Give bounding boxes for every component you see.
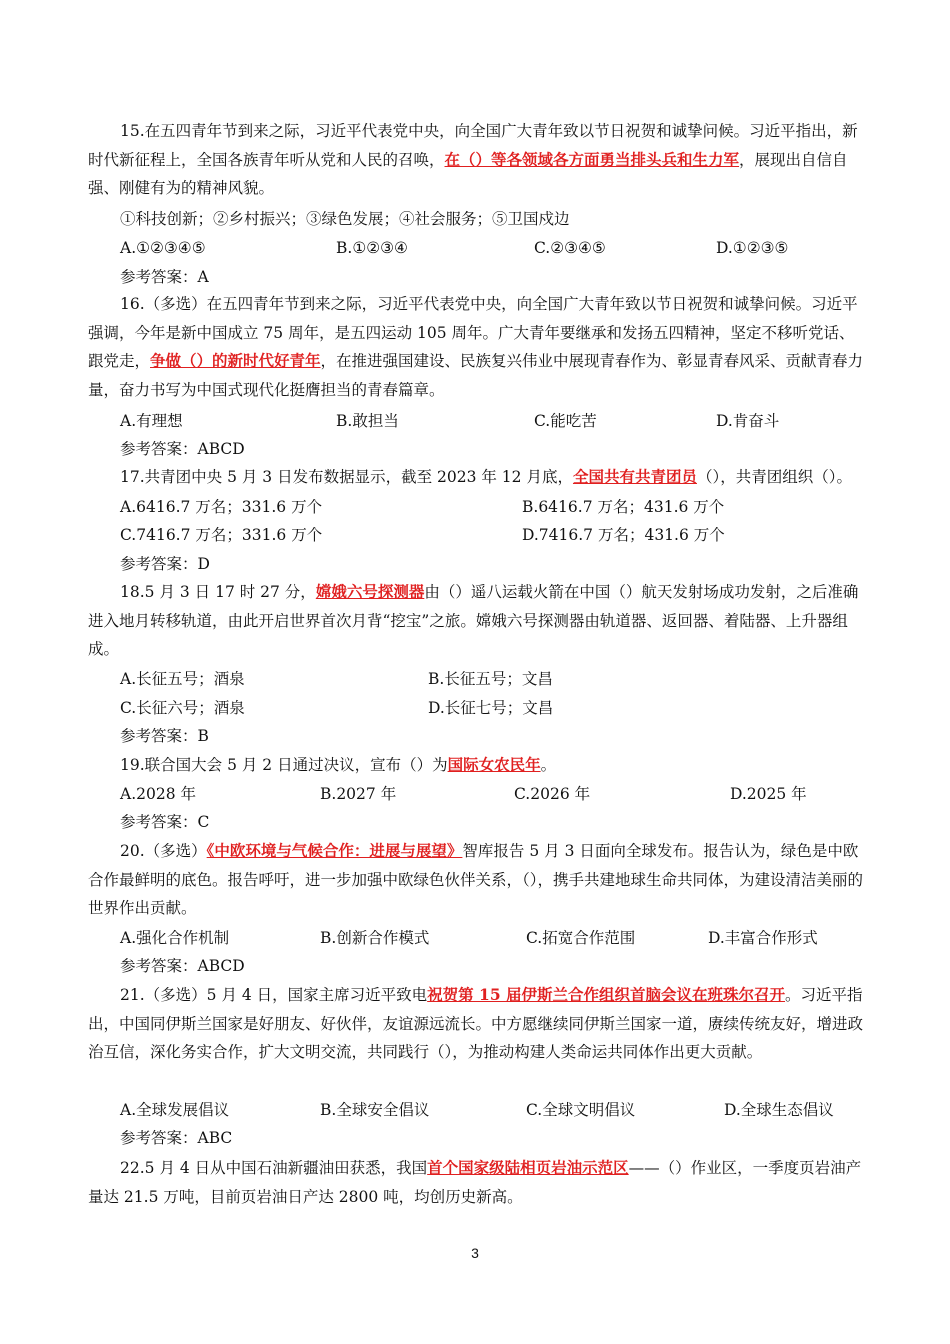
q19-option-a: A.2028 年: [120, 785, 196, 803]
q20-option-d: D.丰富合作形式: [708, 929, 818, 947]
q17-text-end: （），共青团组织（）。: [696, 468, 852, 486]
q18-option-b: B.长征五号；文昌: [428, 670, 553, 688]
q21-answer: 参考答案：ABC: [120, 1129, 233, 1147]
q17-option-c: C.7416.7 万名；331.6 万个: [120, 526, 323, 544]
q15-option-d: D.①②③⑤: [716, 239, 789, 257]
q16-option-b: B.敢担当: [336, 412, 399, 430]
q17-highlight: 全国共有共青团员: [572, 467, 697, 486]
q18-text-end: 由（）遥八运载火箭在中国（）航天发射场成功发射，之后准确进入地月转移轨道，由此开启世界首次月背“挖宝”之旅。嫦娥六号探测器由轨道器、返回器、着陆器、上升器组成。: [88, 583, 859, 659]
q20-answer: 参考答案：ABCD: [120, 957, 245, 975]
q17-option-a: A.6416.7 万名；331.6 万个: [120, 498, 323, 516]
q15-text-end: ，展现出自信自强、刚健有为的精神风貌。: [88, 150, 848, 198]
q19-option-c: C.2026 年: [514, 785, 591, 803]
q15-option-b: B.①②③④: [336, 239, 408, 257]
question-16-stem: [88, 290, 868, 404]
question-19-stem: [88, 751, 868, 780]
question-15-stem: [88, 117, 868, 203]
q16-option-a: A.有理想: [120, 412, 183, 430]
q15-option-c: C.②③④⑤: [534, 239, 606, 257]
q21-option-a: A.全球发展倡议: [120, 1101, 230, 1119]
q19-highlight: 国际女农民年: [447, 755, 541, 774]
q15-answer: 参考答案：A: [120, 268, 209, 286]
q19-option-b: B.2027 年: [320, 785, 397, 803]
q16-text-end: ，在推进强国建设、民族复兴伟业中展现青春作为、彰显青春风采、贡献青春力量，奋力书写为中国式现代化挺膺担当的青春篇章。: [88, 352, 864, 399]
q15-highlight: 在（）等各领域各方面勇当排头兵和生力军: [444, 149, 740, 169]
q20-option-a: A.强化合作机制: [120, 929, 230, 947]
q18-answer: 参考答案：B: [120, 727, 209, 745]
q22-text-end: ——（）作业区，一季度页岩油产量达 21.5 万吨，目前页岩油日产达 2800 吨，均创历史新高。: [88, 1159, 862, 1206]
q20-text: 20.（多选）: [120, 842, 207, 860]
q17-option-d: D.7416.7 万名；431.6 万个: [522, 526, 725, 544]
q21-highlight: 祝贺第 15 届伊斯兰合作组织首脑会议在班珠尔召开: [427, 985, 786, 1004]
q16-highlight: 争做（）的新时代好青年: [150, 351, 321, 371]
q16-option-d: D.肯奋斗: [716, 412, 780, 430]
q18-option-d: D.长征七号；文昌: [428, 699, 554, 717]
q16-text: 16.（多选）在五四青年节到来之际，习近平代表党中央，向全国广大青年致以节日祝贺和诚挚问候。习近平强调，今年是新中国成立 75 周年，是五四运动 105 周年。广大青年要继承和发扬五四精神，坚定不移听党话、跟党走，: [88, 295, 858, 371]
q18-option-a: A.长征五号；酒泉: [120, 670, 245, 688]
q20-option-c: C.拓宽合作范围: [526, 929, 636, 947]
q20-highlight: 《中欧环境与气候合作：进展与展望》: [206, 841, 463, 860]
q17-answer: 参考答案：D: [120, 555, 210, 573]
q15-text: 15.在五四青年节到来之际，习近平代表党中央，向全国广大青年致以节日祝贺和诚挚问候。习近平指出，新时代新征程上，全国各族青年听从党和人民的召唤，: [88, 122, 858, 169]
q22-text: 22.5 月 4 日从中国石油新疆油田获悉，我国: [120, 1159, 428, 1177]
q20-text-end: 智库报告 5 月 3 日面向全球发布。报告认为，绿色是中欧合作最鲜明的底色。报告呼吁，进一步加强中欧绿色伙伴关系，（），携手共建地球生命共同体，为建设清洁美丽的世界作出贡献。: [88, 842, 864, 918]
question-17-stem: [88, 463, 868, 492]
page-number: 3: [471, 1245, 479, 1261]
q22-highlight: 首个国家级陆相页岩油示范区: [427, 1158, 629, 1177]
q15-items: ①科技创新；②乡村振兴；③绿色发展；④社会服务；⑤卫国戍边: [120, 210, 570, 228]
q21-option-b: B.全球安全倡议: [320, 1101, 430, 1119]
question-22-stem: [88, 1154, 868, 1211]
q15-option-a: A.①②③④⑤: [120, 239, 206, 257]
q21-option-c: C.全球文明倡议: [526, 1101, 636, 1119]
q19-text: 19.联合国大会 5 月 2 日通过决议，宣布（）为: [120, 756, 448, 774]
q19-answer: 参考答案：C: [120, 813, 210, 831]
q19-text-end: 。: [540, 756, 557, 774]
q16-option-c: C.能吃苦: [534, 412, 597, 430]
q21-option-d: D.全球生态倡议: [724, 1101, 834, 1119]
q21-text: 21.（多选）5 月 4 日，国家主席习近平致电: [120, 986, 428, 1004]
q18-highlight: 嫦娥六号探测器: [315, 582, 425, 601]
q19-option-d: D.2025 年: [730, 785, 807, 803]
question-18-stem: [88, 578, 868, 664]
question-21-stem: [88, 981, 868, 1067]
q17-option-b: B.6416.7 万名；431.6 万个: [522, 498, 725, 516]
question-20-stem: [88, 837, 868, 923]
q20-option-b: B.创新合作模式: [320, 929, 430, 947]
q18-text: 18.5 月 3 日 17 时 27 分，: [120, 583, 316, 601]
q18-option-c: C.长征六号；酒泉: [120, 699, 245, 717]
q21-text-end: 。习近平指出，中国同伊斯兰国家是好朋友、好伙伴，友谊源远流长。中方愿继续同伊斯兰国家一道，赓续传统友好，增进政治互信，深化务实合作，扩大文明交流，共同践行（），为推动构建人类命运共同体作出更大贡献。: [88, 986, 864, 1062]
q17-text: 17.共青团中央 5 月 3 日发布数据显示，截至 2023 年 12 月底，: [120, 468, 573, 486]
q16-answer: 参考答案：ABCD: [120, 440, 245, 458]
